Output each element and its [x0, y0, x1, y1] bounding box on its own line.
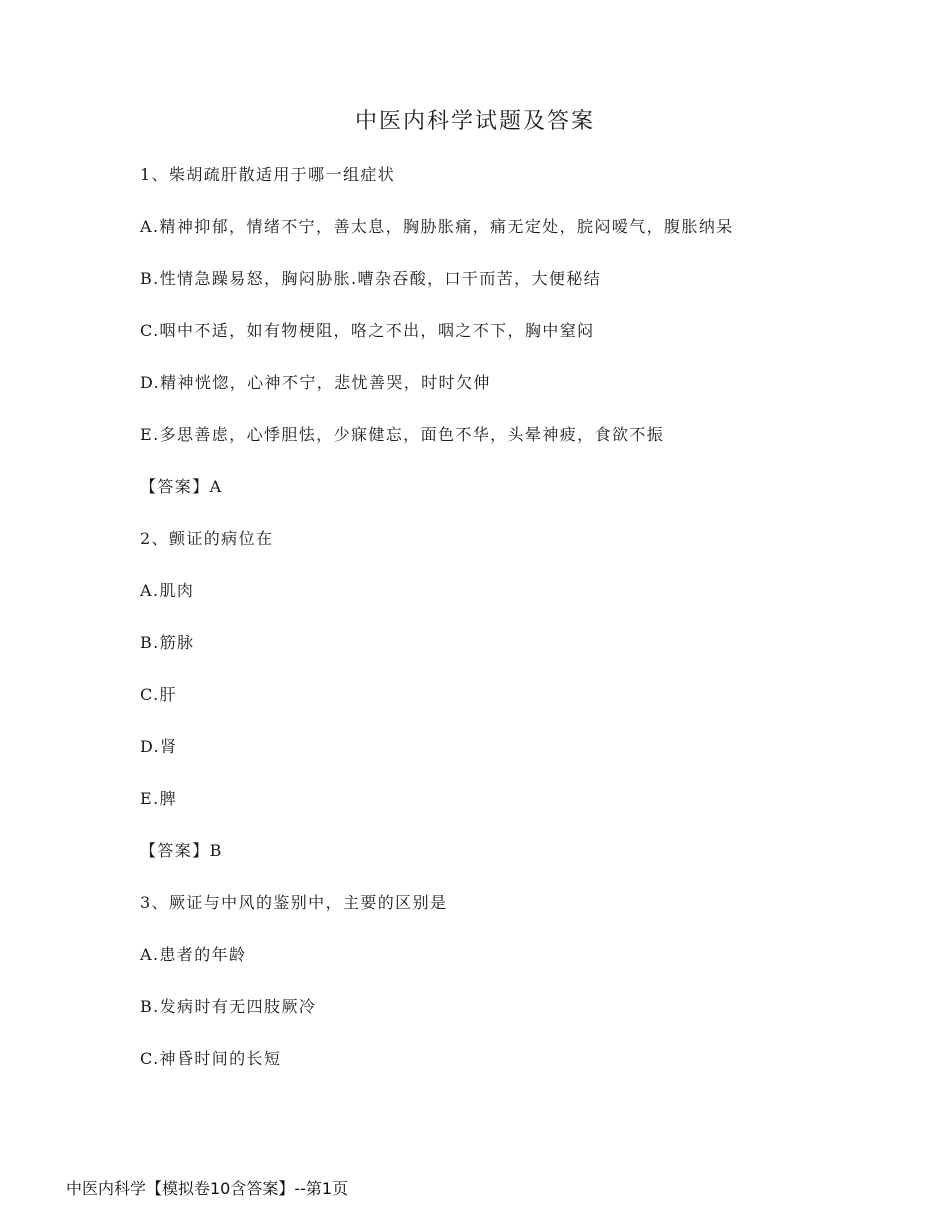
question-text: 1、柴胡疏肝散适用于哪一组症状 — [140, 165, 396, 184]
option-c: C.神昏时间的长短 — [140, 1049, 282, 1068]
option-b: B.发病时有无四肢厥冷 — [140, 997, 317, 1016]
option-c: C.肝 — [140, 685, 177, 704]
document-title: 中医内科学试题及答案 — [354, 109, 595, 134]
question-text: 3、厥证与中风的鉴别中，主要的区别是 — [140, 893, 448, 912]
answer-text: 【答案】B — [140, 841, 223, 860]
question-text: 2、颤证的病位在 — [140, 529, 274, 548]
question-list — [140, 162, 900, 1098]
option-e: E.多思善虑，心悸胆怯，少寐健忘，面色不华，头晕神疲，食欲不振 — [140, 425, 665, 444]
page-footer: 中医内科学【模拟卷10含答案】--第1页 — [66, 1179, 349, 1198]
answer-text: 【答案】A — [140, 477, 223, 496]
option-e: E.脾 — [140, 789, 177, 808]
option-d: D.肾 — [140, 737, 178, 756]
option-a: A.肌肉 — [140, 581, 195, 600]
option-a: A.精神抑郁，情绪不宁，善太息，胸胁胀痛，痛无定处，脘闷嗳气，腹胀纳呆 — [140, 217, 734, 236]
option-b: B.性情急躁易怒，胸闷胁胀.嘈杂吞酸，口干而苦，大便秘结 — [140, 269, 602, 288]
option-d: D.精神恍惚，心神不宁，悲忧善哭，时时欠伸 — [140, 373, 491, 392]
option-b: B.筋脉 — [140, 633, 195, 652]
option-c: C.咽中不适，如有物梗阻，咯之不出，咽之不下，胸中窒闷 — [140, 321, 595, 340]
option-a: A.患者的年龄 — [140, 945, 247, 964]
